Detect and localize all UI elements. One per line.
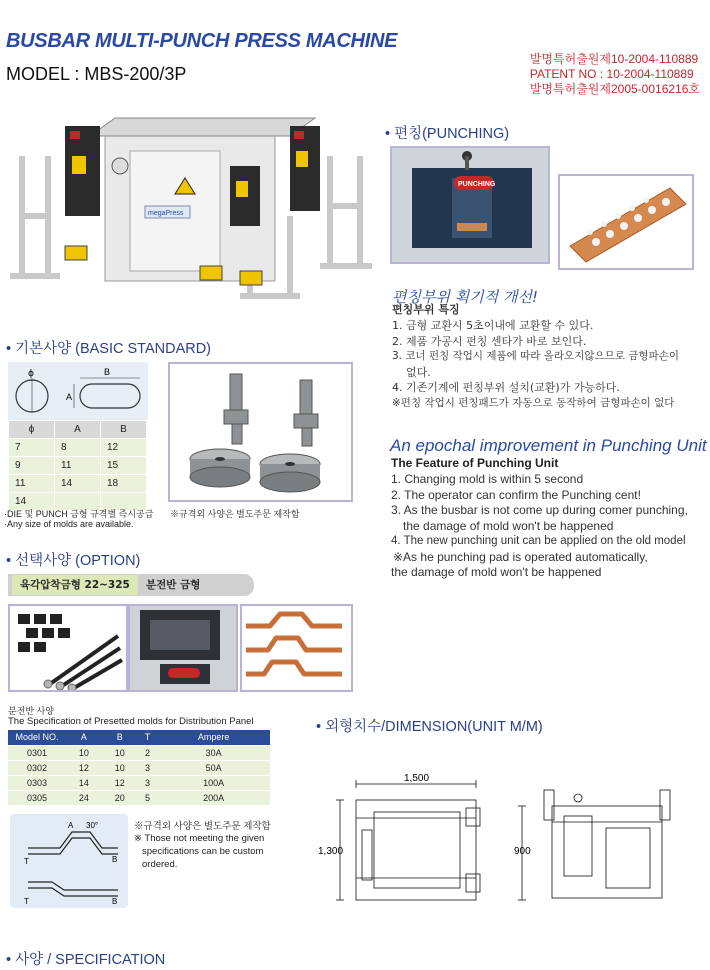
patent-line-3: 발명특허출원제2005-0016216호 (529, 82, 700, 96)
mold-shape-diagram (8, 362, 148, 420)
table-header-cell: Model NO. (8, 730, 66, 745)
table-row (8, 775, 270, 790)
feature-en-4: 4. The new punching unit can be applied on the old model (391, 535, 686, 547)
feature-en-2: 2. The operator can confirm the Punching cent! (391, 487, 641, 502)
option-heading: • 선택사양 (OPTION) (6, 553, 141, 569)
preset-spec-table (8, 730, 270, 806)
dimension-depth: 1,300 (318, 846, 344, 857)
table-cell: 18 (101, 475, 147, 493)
punching-badge: PUNCHING (458, 181, 496, 188)
basic-note-custom: ※규격외 사양은 별도주문 제작함 (170, 509, 300, 519)
table-header-cell: B (102, 730, 138, 745)
punched-busbar-photo (558, 174, 694, 270)
punch-die-photo (168, 362, 353, 502)
feature-en-note-b: the damage of mold won't be happened (391, 565, 602, 579)
profile-angle-label: 30° (86, 821, 99, 830)
tab-hex-crimp-mold[interactable]: 육각압착금형 22~325 (12, 575, 138, 595)
profile-b-label-2: B (112, 897, 118, 906)
dimension-width: 1,500 (404, 773, 430, 784)
table-header-cell: A (66, 730, 102, 745)
table-cell: 11 (9, 475, 55, 493)
patent-info (530, 52, 700, 97)
feature-ko-note: ※편칭 작업시 펀칭패드가 자동으로 동작하여 금형파손이 없다 (392, 396, 675, 409)
punching-unit-photo (390, 146, 550, 264)
table-header-cell: T (138, 730, 158, 745)
table-cell: 11 (55, 457, 101, 475)
table-cell: 0303 (8, 775, 66, 790)
feature-ko-4: 4. 기존기계에 펀칭부위 설치(교환)가 가능하다. (392, 381, 620, 394)
basic-standard-table (8, 420, 147, 511)
table-cell: 0302 (8, 760, 66, 775)
page-title: BUSBAR MULTI-PUNCH PRESS MACHINE (6, 30, 398, 52)
basic-standard-heading: • 기본사양 (BASIC STANDARD) (6, 341, 212, 357)
feature-ko-3: 3. 코너 펀칭 작업시 제품에 따라 올라오지않으므로 금형파손이 (392, 350, 679, 362)
profile-b-label: B (112, 855, 118, 864)
table-header-cell: B (101, 421, 147, 439)
table-header-cell: ϕ (9, 421, 55, 439)
table-header-cell: A (55, 421, 101, 439)
feature-en-note: ※As he punching pad is operated automatically, (393, 549, 648, 564)
dimension-heading: • 외형치수/DIMENSION(UNIT M/M) (316, 719, 543, 735)
hex-crimp-photo (8, 604, 128, 692)
table-header-row (9, 421, 147, 439)
feature-ko-2: 2. 제품 가공시 펀칭 센타가 바로 보인다. (392, 334, 587, 348)
table-cell: 12 (102, 775, 138, 790)
patent-line-1: 발명특허출원제10-2004-110889 (529, 52, 699, 66)
tab-distribution-mold[interactable]: 분전반 금형 (146, 579, 201, 591)
model-number: MODEL : MBS-200/3P (6, 64, 187, 84)
table-cell: 15 (101, 457, 147, 475)
table-cell: 100A (157, 775, 270, 790)
feature-en-3b: the damage of mold won't be happened (403, 518, 614, 533)
table-cell: 0305 (8, 790, 66, 805)
feature-en-3: 3. As the busbar is not come up during comer punching, (391, 503, 688, 517)
preset-title-ko: 분전반 사양 (8, 706, 54, 716)
table-cell: 14 (9, 493, 55, 511)
dimension-height: 900 (514, 846, 531, 857)
profile-t-label: T (24, 857, 29, 866)
feature-ko-3b: 없다. (406, 365, 431, 379)
preset-note-en (134, 832, 264, 871)
table-cell: 2 (138, 745, 158, 760)
table-cell: 5 (138, 790, 158, 805)
table-row (8, 790, 270, 805)
feature-en-1: 1. Changing mold is within 5 second (391, 472, 584, 486)
features-list-ko (392, 318, 708, 411)
table-cell: 9 (9, 457, 55, 475)
table-cell: 7 (9, 439, 55, 457)
table-cell: 10 (102, 745, 138, 760)
table-cell: 3 (138, 760, 158, 775)
machine-badge: megaPress (148, 210, 184, 217)
basic-note-ko: ·DIE 및 PUNCH 금형 규격별 즉시공급 (4, 509, 154, 519)
preset-note-en-2: specifications can be custom (142, 846, 264, 857)
table-cell: 30A (157, 745, 270, 760)
punching-heading: • 편칭(PUNCHING) (385, 126, 510, 142)
table-cell: 10 (66, 745, 102, 760)
table-header-cell: Ampere (157, 730, 270, 745)
table-row (9, 457, 147, 475)
table-cell: 200A (157, 790, 270, 805)
table-cell: 10 (102, 760, 138, 775)
table-cell: 8 (55, 439, 101, 457)
table-row (8, 745, 270, 760)
table-row (8, 760, 270, 775)
feature-ko-1: 1. 금형 교환시 5초이내에 교환할 수 있다. (392, 319, 594, 332)
improvement-ko: 편칭부위 획기적 개선! (392, 288, 538, 306)
specification-heading: • 사양 / SPECIFICATION (6, 952, 166, 968)
table-row (9, 475, 147, 493)
distribution-mold-machine-photo (128, 604, 238, 692)
preset-note-en-1: ※ Those not meeting the given (134, 833, 265, 844)
table-cell: 3 (138, 775, 158, 790)
preset-note-ko: ※규격외 사양은 별도주문 제작함 (134, 821, 271, 832)
patent-line-2: PATENT NO : 10-2004-110889 (529, 67, 694, 81)
dimension-drawing (316, 770, 706, 910)
features-title-ko: 편칭부위 특징 (392, 303, 460, 316)
features-list-en (391, 472, 709, 581)
table-row (9, 439, 147, 457)
table-cell: 14 (55, 475, 101, 493)
phi-label: ϕ (28, 369, 34, 379)
table-cell: 24 (66, 790, 102, 805)
features-title-en: The Feature of Punching Unit (391, 456, 559, 470)
table-cell: 12 (101, 439, 147, 457)
basic-note-en: ·Any size of molds are available. (4, 519, 134, 529)
table-cell: 0301 (8, 745, 66, 760)
table-cell: 50A (157, 760, 270, 775)
diagram-a-label: A (66, 392, 73, 402)
profile-t-label-2: T (24, 897, 29, 906)
profile-a-label: A (68, 821, 74, 830)
preset-note-en-3: ordered. (142, 859, 178, 870)
bend-profile-diagram (10, 814, 128, 908)
table-cell: 20 (102, 790, 138, 805)
table-header-row (8, 730, 270, 745)
improvement-en: An epochal improvement in Punching Unit (390, 436, 707, 455)
diagram-b-label: B (104, 367, 111, 377)
machine-photo (0, 96, 385, 306)
table-cell: 12 (66, 760, 102, 775)
preset-title-en: The Specification of Presetted molds for Distribution Panel (8, 716, 254, 727)
table-cell: 14 (66, 775, 102, 790)
bent-busbar-photo (240, 604, 353, 692)
